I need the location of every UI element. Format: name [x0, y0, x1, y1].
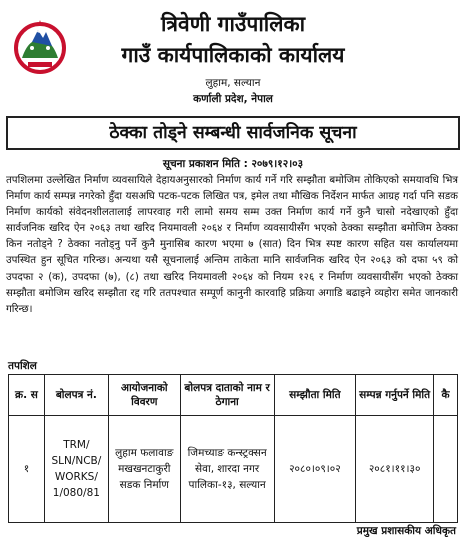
cell-completion-date: २०८१।११।३०	[356, 416, 434, 523]
publication-date: सूचना प्रकाशन मिति : २०७९।१२।०३	[162, 158, 304, 170]
cell-serial: १	[9, 416, 45, 523]
notice-paragraph: तपशिलमा उल्लेखित निर्माण व्यवसायिले देहायअनुसारको निर्माण कार्य गर्ने गरि सम्झौता बमोजिम तोकिएको समयावधि भित्र निर्माण कार्य सम्पन्न नगरेको हुँदा यसअघि पटक-पटक लिखित पत्र, इमेल तथा मौखिक निर्देशन मार्फत आग्रह गर्दा पनि सडक निर्माण कार्यको संवेदनशीलतालाई लापरवाह गरी लामो समय सम्म उक्त निर्माण कार्य गर्ने कुनै चासो नदेखाएको हुँदा सार्वजनिक खरिद ऐन २०६३ तथा खरिद नियमावली २०६४ र निर्माण व्यवसायीसँग भएको ठेक्का सम्झौता बमोजिम ठेक्का किन नतोड्ने ? ठेक्का नतोड्नु पर्ने कुनै मुनासिब कारण भएमा ७ (सात) दिन भित्र स्पष्ट कारण सहित यस कार्यालयमा उपस्थित हुन सूचित गरिन्छ। अन्यथा यसै सूचनालाई अन्तिम ताकेता मानि सार्वजनिक खरिद ऐन २०६३ को दफा ५९ को उपदफा २ (क), उपदफा (७), (८) तथा खरिद नियमावली २०६४ को नियम १२६ र निर्माण व्यवसायीसँग भएको ठेक्का सम्झौता बमोजिम खरिद सम्झौता रद्द गरि ततपश्चात सम्पूर्ण कानुनी कारवाहि प्रक्रिया अगाडि बढाइने व्यहोरा समेत जानकारी गरिन्छ।	[6, 175, 458, 315]
signature-title: प्रमुख प्रशासकीय अधिकृत	[356, 525, 456, 537]
letterhead	[6, 0, 460, 105]
cell-bid-number: TRM/ SLN/NCB/ WORKS/ 1/080/81	[44, 416, 108, 523]
notice-body	[6, 173, 458, 318]
col-header-completion-date: सम्पन्न गर्नुपर्ने मिति	[356, 375, 434, 416]
col-header-project: आयोजनाको विवरण	[108, 375, 180, 416]
details-label: तपशिल	[8, 360, 37, 372]
office-title-line1: त्रिवेणी गाउँपालिका	[160, 12, 306, 36]
cell-remarks	[434, 416, 458, 523]
notice-title: ठेक्का तोड्ने सम्बन्धी सार्वजनिक सूचना	[6, 116, 460, 150]
col-header-remarks: कै	[434, 375, 458, 416]
office-province: कर्णाली प्रदेश, नेपाल	[193, 93, 273, 105]
office-address: लुहाम, सल्यान	[205, 77, 261, 89]
cell-bidder: जिमच्याङ कन्स्ट्रक्सन सेवा, शारदा नगर पालिका-१३, सल्यान	[180, 416, 274, 523]
col-header-serial: क्र. स	[9, 375, 45, 416]
cell-agreement-date: २०८०।०९।०२	[274, 416, 356, 523]
col-header-agreement-date: सम्झौता मिति	[274, 375, 356, 416]
col-header-bidder: बोलपत्र दाताको नाम र ठेगाना	[180, 375, 274, 416]
details-table	[8, 374, 458, 523]
table-row	[9, 416, 458, 523]
cell-project: लुहाम फलावाङ मखखनटाकुरी सडक निर्माण	[108, 416, 180, 523]
col-header-bid-number: बोलपत्र नं.	[44, 375, 108, 416]
table-header-row	[9, 375, 458, 416]
office-title-line2: गाउँ कार्यपालिकाको कार्यालय	[121, 43, 345, 67]
